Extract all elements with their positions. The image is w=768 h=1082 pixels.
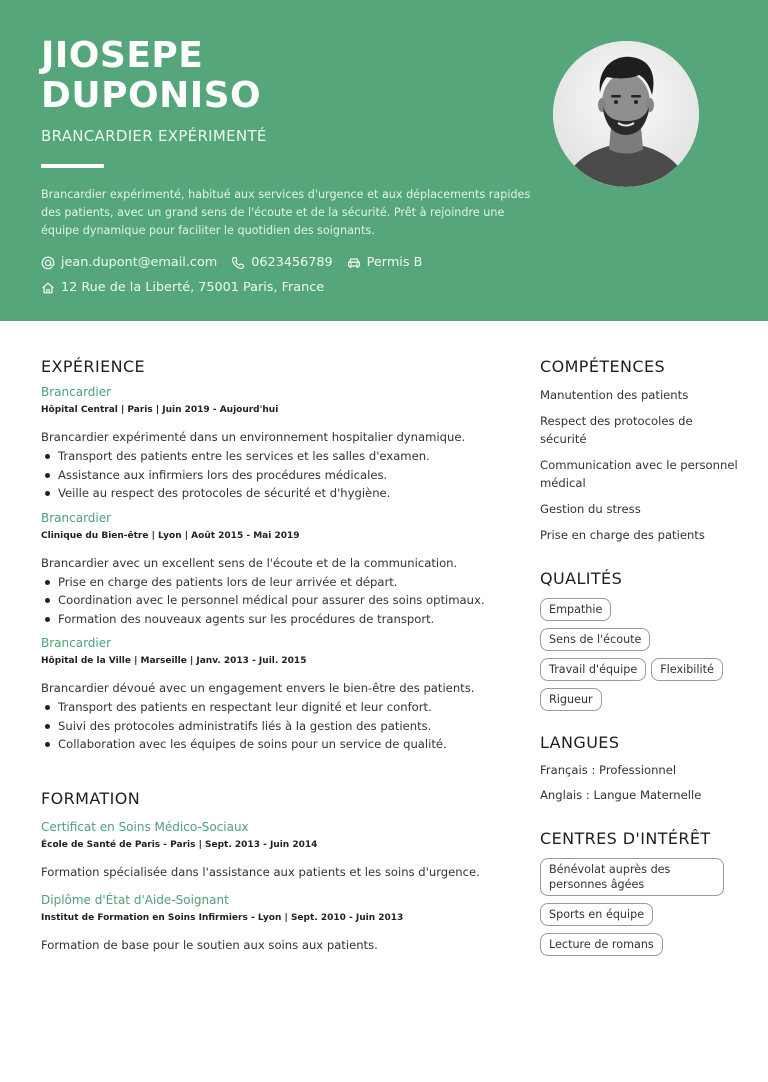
education-title: FORMATION — [41, 788, 141, 808]
education-degree: Certificat en Soins Médico-Sociaux — [41, 819, 249, 834]
bullet-item: Suivi des protocoles administratifs liés à la gestion des patients. — [41, 717, 491, 736]
job-bullets — [41, 573, 491, 629]
education-description: Formation spécialisée dans l'assistance aux patients et les soins d'urgence. — [41, 864, 480, 879]
job-role: Brancardier — [41, 385, 112, 399]
bullet-item: Coordination avec le personnel médical pour assurer des soins optimaux. — [41, 591, 491, 610]
name-second-line: DUPONISO — [41, 75, 262, 116]
interest-tag: Lecture de romans — [540, 933, 663, 956]
education-meta: École de Santé de Paris - Paris | Sept. 2013 - Juin 2014 — [41, 839, 318, 850]
right-column — [540, 356, 740, 963]
interests-tags — [540, 858, 740, 963]
job-description: Brancardier expérimenté dans un environnement hospitalier dynamique. — [41, 430, 466, 444]
name-first-line: JIOSEPE — [41, 35, 204, 76]
bullet-item: Veille au respect des protocoles de sécurité et d'hygiène. — [41, 484, 491, 503]
title-divider — [41, 164, 104, 168]
skills-title: COMPÉTENCES — [540, 357, 666, 376]
quality-tag: Rigueur — [540, 688, 602, 711]
contact-row-2 — [41, 280, 338, 295]
job-role: Brancardier — [41, 510, 112, 525]
contact-phone[interactable] — [231, 255, 332, 270]
job-title: BRANCARDIER EXPÉRIMENTÉ — [41, 127, 267, 145]
quality-tag: Travail d'équipe — [540, 658, 646, 681]
profile-summary: Brancardier expérimenté, habitué aux services d'urgence et aux déplacements rapides des patients, avec un grand sens de l'écoute et de la sécurité. Prêt à rejoindre une équipe dynamique pour faciliter le quotidien des soignants. — [41, 188, 531, 237]
bullet-item: Assistance aux infirmiers lors des procédures médicales. — [41, 466, 491, 485]
contact-row-1 — [41, 255, 436, 270]
qualities-title: QUALITÉS — [540, 569, 623, 588]
language-item: Français : Professionnel — [540, 763, 677, 777]
skill-item: Prise en charge des patients — [540, 528, 705, 542]
education-meta: Institut de Formation en Soins Infirmiers - Lyon | Sept. 2010 - Juin 2013 — [41, 912, 404, 923]
skill-item: Respect des protocoles de sécurité — [540, 414, 693, 446]
left-column — [41, 356, 491, 954]
profile-photo — [553, 41, 699, 187]
quality-tag: Empathie — [540, 598, 611, 621]
skill-item: Communication avec le personnel médical — [540, 458, 738, 490]
at-icon — [41, 256, 55, 270]
quality-tag: Flexibilité — [651, 658, 723, 681]
education-item — [41, 819, 491, 881]
header-banner — [0, 0, 768, 321]
job-meta: Hôpital Central | Paris | Juin 2019 - Aujourd'hui — [41, 405, 279, 415]
skill-item: Manutention des patients — [540, 388, 689, 402]
interest-tag: Bénévolat auprès des personnes âgées — [540, 858, 724, 896]
languages-title: LANGUES — [540, 733, 620, 752]
phone-icon — [231, 256, 245, 270]
contact-email[interactable] — [41, 255, 217, 270]
email-text: jean.dupont@email.com — [61, 255, 218, 270]
bullet-item: Formation des nouveaux agents sur les procédures de transport. — [41, 610, 491, 629]
portrait-image — [553, 41, 699, 187]
language-item: Anglais : Langue Maternelle — [540, 788, 702, 802]
bullet-item: Prise en charge des patients lors de leur arrivée et départ. — [41, 573, 491, 592]
car-icon — [347, 256, 361, 270]
experience-item — [41, 510, 491, 629]
education-degree: Diplôme d'État d'Aide-Soignant — [41, 892, 229, 907]
phone-text: 0623456789 — [251, 255, 333, 270]
education-item — [41, 892, 491, 954]
experience-title: EXPÉRIENCE — [41, 357, 146, 376]
experience-item — [41, 384, 491, 503]
job-meta: Clinique du Bien-être | Lyon | Août 2015 - Mai 2019 — [41, 530, 300, 541]
job-role: Brancardier — [41, 636, 112, 650]
interests-title: CENTRES D'INTÉRÊT — [540, 829, 711, 848]
job-bullets — [41, 447, 491, 503]
qualities-tags — [540, 598, 740, 718]
candidate-name — [41, 36, 261, 116]
bullet-item: Collaboration avec les équipes de soins pour un service de qualité. — [41, 735, 491, 754]
bullet-item: Transport des patients entre les services et les salles d'examen. — [41, 447, 491, 466]
education-description: Formation de base pour le soutien aux soins aux patients. — [41, 937, 378, 952]
job-meta: Hôpital de la Ville | Marseille | Janv. 2013 - Juil. 2015 — [41, 656, 307, 666]
job-description: Brancardier dévoué avec un engagement envers le bien-être des patients. — [41, 681, 475, 695]
quality-tag: Sens de l'écoute — [540, 628, 650, 651]
contact-license — [347, 255, 423, 270]
contact-address — [41, 280, 324, 295]
address-text: 12 Rue de la Liberté, 75001 Paris, France — [61, 280, 325, 295]
license-text: Permis B — [366, 255, 423, 270]
job-bullets — [41, 698, 491, 754]
experience-item — [41, 635, 491, 754]
bullet-item: Transport des patients en respectant leur dignité et leur confort. — [41, 698, 491, 717]
home-icon — [41, 281, 55, 295]
job-description: Brancardier avec un excellent sens de l'écoute et de la communication. — [41, 555, 458, 570]
interest-tag: Sports en équipe — [540, 903, 653, 926]
skill-item: Gestion du stress — [540, 502, 641, 516]
